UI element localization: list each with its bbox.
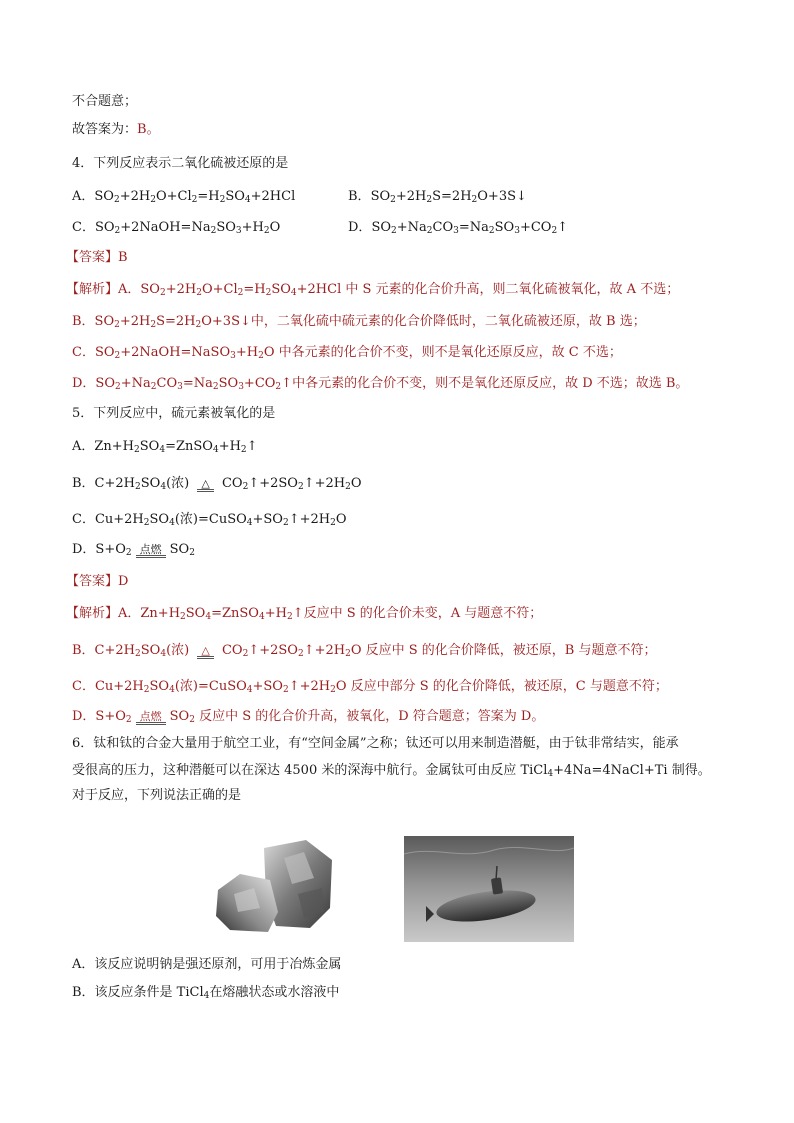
q4-option-a: A．$SO_2+2H_2O+Cl_2=H_2SO_4+2HCl$	[72, 189, 296, 205]
q4-answer-tag: 【答案】	[66, 250, 119, 265]
q5-answer	[66, 573, 128, 591]
q4-stem: 4．下列反应表示二氧化硫被还原的是	[72, 156, 289, 171]
prev-answer-value: B。	[137, 122, 160, 137]
q4-analysis-tag: 【解析】	[66, 282, 119, 297]
q5-analysis-b: B．$C+2H_2SO_4$(浓) △ $CO_2↑+2SO_2↑+2H_2O$ 反应中 S 的化合价降低，被还原，B 与题意不符；	[72, 643, 657, 659]
prev-answer-prefix: 故答案为：	[72, 122, 138, 137]
q5-answer-value: D	[118, 574, 129, 589]
q5-conc-c: (浓)	[174, 512, 198, 527]
q4-answer	[66, 249, 128, 267]
q4-analysis-b-text: 中，二氧化硫中硫元素的化合价降低时，二氧化硫被还原，故 B 选；	[250, 314, 646, 329]
q5-analysis-c: C．$Cu+2H_2SO_4$(浓)$=CuSO_4+SO_2↑+2H_2O$ 反应中部分 S 的化合价降低，被还原，C 与题意不符；	[72, 679, 668, 695]
q6-option-b: B．该反应条件是 TiCl$_4$在熔融状态或水溶液中	[72, 985, 340, 1001]
q5-option-c: C．$Cu+2H_2SO_4$(浓)$=CuSO_4+SO_2↑+2H_2O$	[72, 512, 347, 528]
q4-option-c: C．$SO_2+2NaOH=Na_2SO_3+H_2O$	[72, 220, 281, 236]
q6-stem-line-1: 6．钛和钛的合金大量用于航空工业，有“空间金属”之称；钛还可以用来制造潜艇，由于钛非常结实，能承	[72, 736, 679, 751]
q5-option-d: D．$S+O_2$ 点燃 $SO_2$	[72, 542, 195, 558]
q4-analysis-c: C．$SO_2+2NaOH=NaSO_3+H_2O$ 中各元素的化合价不变，则不是氧化还原反应，故 C 不选；	[72, 345, 622, 361]
prev-line-2	[72, 121, 160, 139]
q5-analysis-d-text: 反应中 S 的化合价升高，被氧化，D 符合题意；答案为 D。	[199, 709, 545, 724]
q5-analysis-c-text: 反应中部分 S 的化合价降低，被还原，C 与题意不符；	[350, 679, 668, 694]
q4-option-a-label: A．	[72, 189, 95, 204]
q4-analysis-a: 【解析】A．$SO_2+2H_2O+Cl_2=H_2SO_4+2HCl$ 中 S 元素的化合价升高，则二氧化硫被氧化，故 A 不选；	[66, 282, 680, 298]
q4-option-b: B．$SO_2+2H_2S=2H_2O+3S↓$	[348, 189, 527, 205]
q4-option-d: D．$SO_2+Na_2CO_3=Na_2SO_3+CO_2↑$	[348, 220, 569, 236]
q5-analysis-ignite-d: 点燃	[134, 708, 168, 726]
q5-analysis-a-text: 反应中 S 的化合价未变，A 与题意不符；	[303, 606, 543, 621]
q5-option-b: B．$C+2H_2SO_4$(浓) △ $CO_2↑+2SO_2↑+2H_2O$	[72, 476, 362, 492]
q5-answer-tag: 【答案】	[66, 574, 119, 589]
q5-analysis-d: D．$S+O_2$ 点燃 $SO_2$ 反应中 S 的化合价升高，被氧化，D 符合题意；答案为 D。	[72, 709, 545, 725]
q4-option-c-label: C．	[72, 220, 95, 235]
q5-option-a: A．$Zn+H_2SO_4=ZnSO_4+H_2↑$	[72, 439, 258, 455]
q4-analysis-c-text: 中各元素的化合价不变，则不是氧化还原反应，故 C 不选；	[278, 345, 622, 360]
q4-analysis-b: B．$SO_2+2H_2S=2H_2O+3S↓$中，二氧化硫中硫元素的化合价降低时，二氧化硫被还原，故 B 选；	[72, 314, 646, 330]
q6-option-a: A．该反应说明钠是强还原剂，可用于冶炼金属	[72, 957, 342, 972]
q5-stem: 5．下列反应中，硫元素被氧化的是	[72, 406, 276, 421]
q6-stem-line-3: 对于反应，下列说法正确的是	[72, 788, 242, 803]
titanium-ore-image	[214, 838, 338, 934]
q5-analysis-b-text: 反应中 S 的化合价降低，被还原，B 与题意不符；	[365, 643, 657, 658]
q6-option-b-pre: B．该反应条件是 TiCl	[72, 985, 204, 1000]
q6-stem-line-2-text: 受很高的压力，这种潜艇可以在深达 4500 米的深海中航行。金属钛可由反应 TiCl	[72, 763, 548, 778]
q4-option-d-label: D．	[348, 220, 372, 235]
q5-analysis-conc-b: (浓)	[166, 643, 190, 658]
q6-stem-line-2: 受很高的压力，这种潜艇可以在深达 4500 米的深海中航行。金属钛可由反应 TiCl$_4$+4Na=4NaCl+Ti 制得。	[72, 763, 711, 779]
q4-analysis-d: D．$SO_2+Na_2CO_3=Na_2SO_3+CO_2↑$中各元素的化合价不变，则不是氧化还原反应，故 D 不选；故选 B。	[72, 376, 689, 392]
q5-heat-b: △	[195, 475, 215, 493]
submarine-image	[404, 836, 574, 942]
q4-analysis-d-text: 中各元素的化合价不变，则不是氧化还原反应，故 D 不选；故选 B。	[292, 376, 689, 391]
q4-answer-value: B	[118, 250, 128, 265]
prev-line-1: 不合题意；	[72, 94, 138, 109]
q5-conc-b: (浓)	[166, 476, 190, 491]
q6-option-b-post: 在熔融状态或水溶液中	[209, 985, 340, 1000]
q5-analysis-a: 【解析】A．$Zn+H_2SO_4=ZnSO_4+H_2↑$反应中 S 的化合价未变，A 与题意不符；	[66, 606, 543, 622]
q5-analysis-conc-c: (浓)	[174, 679, 198, 694]
q4-analysis-a-text: 中 S 元素的化合价升高，则二氧化硫被氧化，故 A 不选；	[345, 282, 680, 297]
q5-analysis-heat-b: △	[195, 642, 215, 660]
q5-analysis-tag: 【解析】	[66, 606, 119, 621]
q4-option-b-label: B．	[348, 189, 371, 204]
q6-stem-line-2-end: +4Na=4NaCl+Ti 制得。	[553, 763, 711, 778]
q5-ignite-d: 点燃	[134, 541, 168, 559]
